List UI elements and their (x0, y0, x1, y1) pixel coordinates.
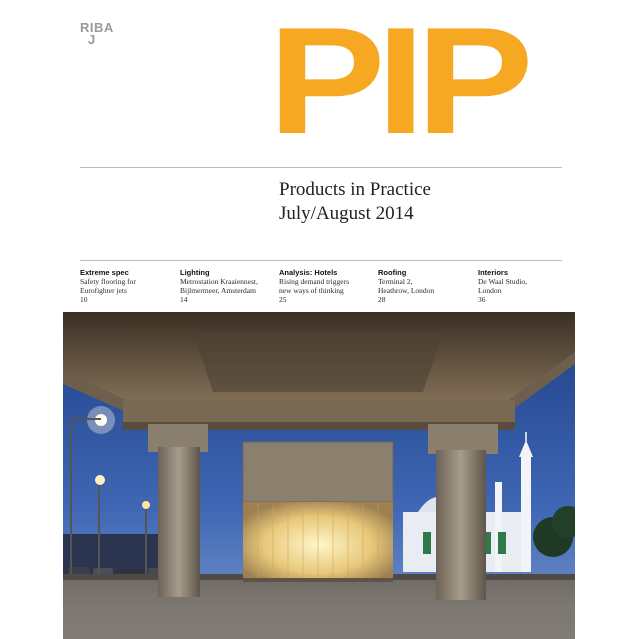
contents-description: Eurofighter jets (80, 286, 127, 295)
logo-line-1: RIBA (80, 20, 114, 35)
contents-item[interactable] (279, 268, 379, 304)
station-pavilion (243, 442, 393, 582)
contents-item[interactable] (80, 268, 180, 304)
contents-divider (80, 260, 562, 261)
contents-page-number: 25 (279, 295, 287, 304)
logo-line-2: J (88, 32, 96, 47)
contents-item[interactable] (378, 268, 478, 304)
top-divider (80, 167, 562, 168)
contents-item[interactable] (180, 268, 280, 304)
contents-description: Metrostation Kraaiennest, (180, 277, 258, 286)
contents-description: Heathrow, London (378, 286, 435, 295)
contents-description: De Waal Studio, (478, 277, 528, 286)
cover-issue-date: July/August 2014 (279, 203, 414, 224)
contents-section: Lighting (180, 268, 210, 277)
contents-description: Rising demand triggers (279, 277, 349, 286)
masthead-title: PIP (268, 0, 525, 166)
contents-description: Terminal 2, (378, 277, 413, 286)
foreground-shadow (63, 612, 575, 639)
contents-description: London (478, 286, 502, 295)
contents-item[interactable] (478, 268, 578, 304)
contents-page-number: 36 (478, 295, 486, 304)
contents-page-number: 28 (378, 295, 386, 304)
cover-subtitle: Products in Practice (279, 179, 431, 200)
contents-section: Extreme spec (80, 268, 129, 277)
contents-description: new ways of thinking (279, 286, 344, 295)
viaduct-deck (63, 312, 575, 430)
contents-section: Interiors (478, 268, 509, 277)
contents-page-number: 10 (80, 295, 88, 304)
contents-page-number: 14 (180, 295, 188, 304)
contents-section: Analysis: Hotels (279, 268, 338, 277)
contents-section: Roofing (378, 268, 407, 277)
cover-title-block (279, 178, 431, 226)
metro-station-illustration (63, 312, 575, 639)
contents-description: Safety flooring for (80, 277, 136, 286)
riba-journal-logo (80, 22, 114, 46)
cover-photo (63, 312, 575, 639)
contents-description: Bijlmermeer, Amsterdam (180, 286, 256, 295)
